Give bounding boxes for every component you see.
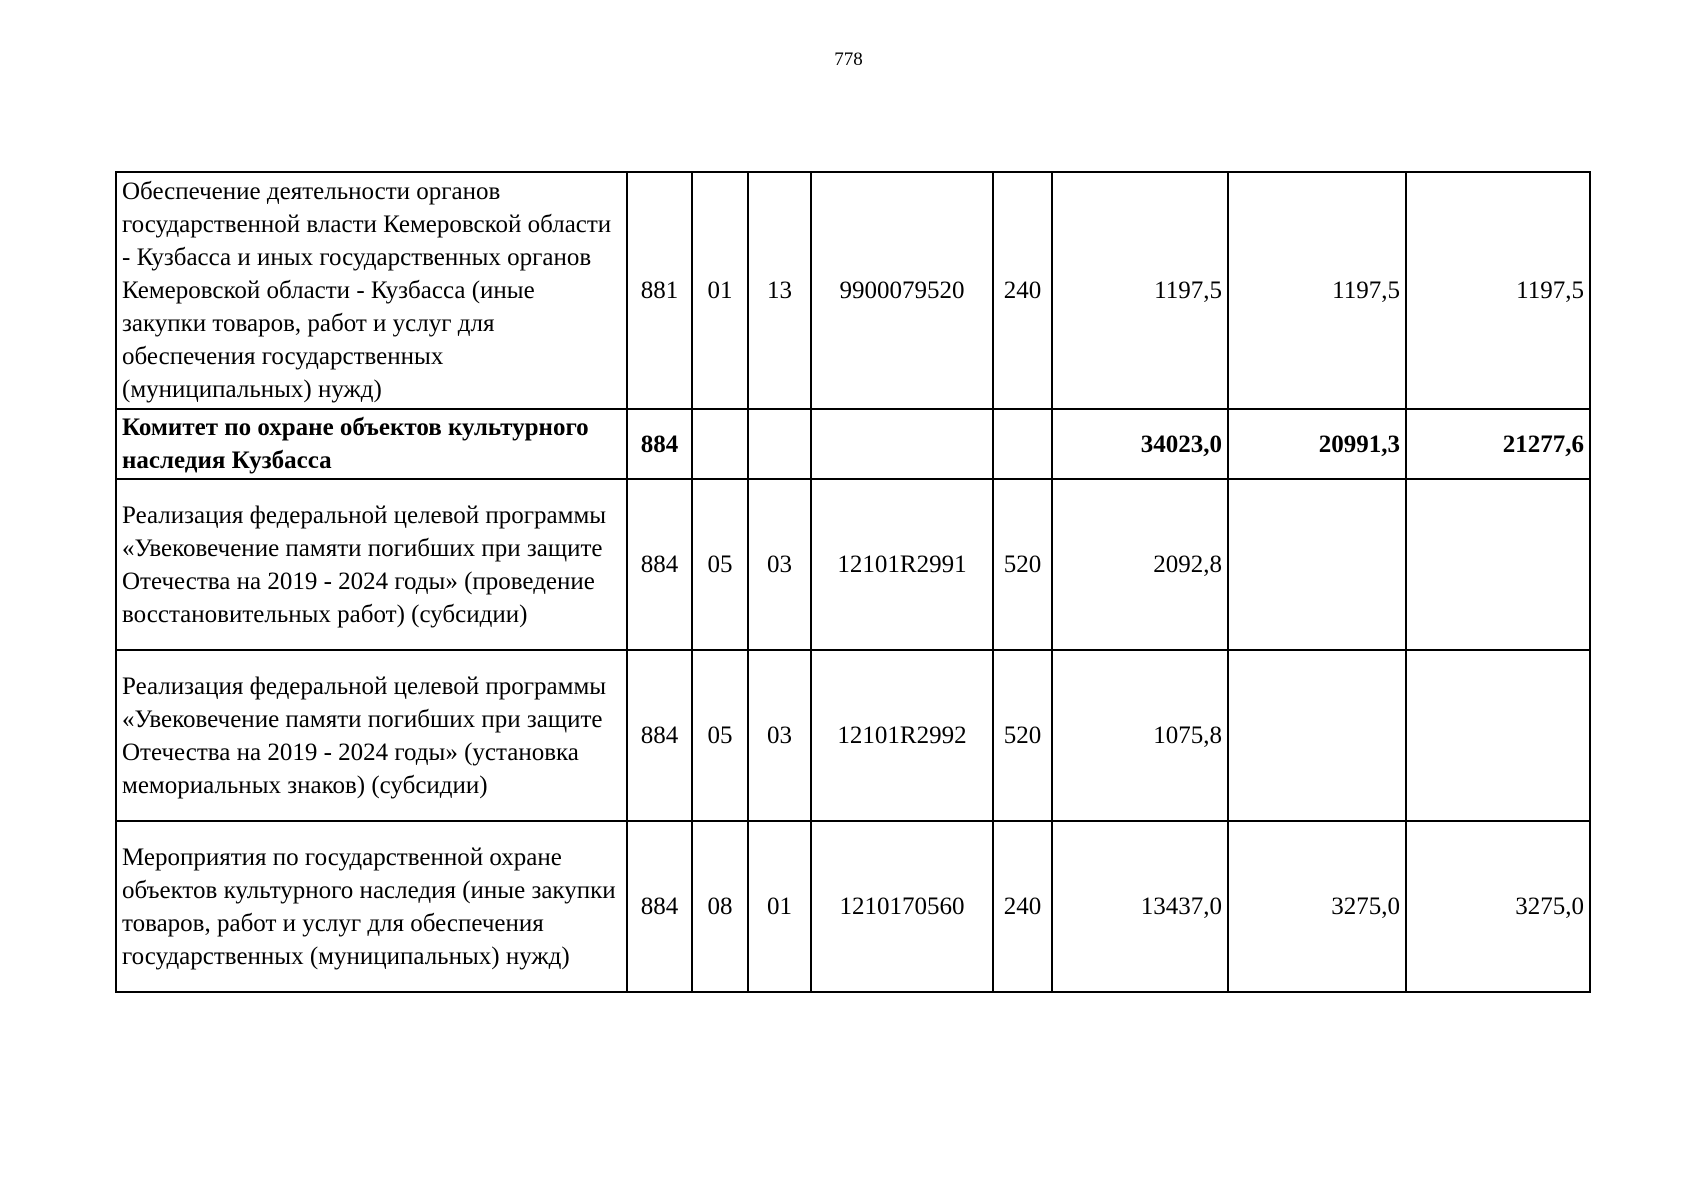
subsection-code-cell: 13 — [748, 172, 811, 409]
amount-year3-cell — [1406, 650, 1590, 821]
amount-year3-cell — [1406, 479, 1590, 650]
section-code-cell: 05 — [692, 650, 748, 821]
amount-year2-cell — [1228, 650, 1406, 821]
amount-year1-cell: 1075,8 — [1052, 650, 1228, 821]
target-item-code-cell: 1210170560 — [811, 821, 993, 992]
expense-type-code-cell: 240 — [993, 172, 1052, 409]
target-item-code-cell: 9900079520 — [811, 172, 993, 409]
amount-year1-cell: 34023,0 — [1052, 409, 1228, 479]
section-code-cell — [692, 409, 748, 479]
page-number: 778 — [834, 49, 863, 70]
amount-year2-cell: 1197,5 — [1228, 172, 1406, 409]
budget-table — [115, 171, 1591, 993]
table-row — [116, 172, 1590, 409]
expense-type-code-cell: 520 — [993, 650, 1052, 821]
amount-year1-cell: 1197,5 — [1052, 172, 1228, 409]
amount-year3-cell: 1197,5 — [1406, 172, 1590, 409]
ministry-code-cell: 884 — [627, 409, 692, 479]
table-row — [116, 479, 1590, 650]
amount-year3-cell: 3275,0 — [1406, 821, 1590, 992]
expense-name-cell: Обеспечение деятельности органов государственной власти Кемеровской области - Кузбасса и иных государственных органов Кемеровской области - Кузбасса (иные закупки товаров, работ и услуг для обеспечения государственных (муниципальных) нужд) — [116, 172, 627, 409]
expense-type-code-cell — [993, 409, 1052, 479]
ministry-code-cell: 884 — [627, 821, 692, 992]
amount-year2-cell — [1228, 479, 1406, 650]
section-code-cell: 08 — [692, 821, 748, 992]
ministry-code-cell: 884 — [627, 650, 692, 821]
expense-name-cell: Реализация федеральной целевой программы «Увековечение памяти погибших при защите Отечества на 2019 - 2024 годы» (проведение восстановительных работ) (субсидии) — [116, 479, 627, 650]
expense-name-cell: Мероприятия по государственной охране объектов культурного наследия (иные закупки товаров, работ и услуг для обеспечения государственных (муниципальных) нужд) — [116, 821, 627, 992]
expense-name-cell: Комитет по охране объектов культурного наследия Кузбасса — [116, 409, 627, 479]
expense-type-code-cell: 520 — [993, 479, 1052, 650]
target-item-code-cell — [811, 409, 993, 479]
amount-year1-cell: 13437,0 — [1052, 821, 1228, 992]
subsection-code-cell: 03 — [748, 650, 811, 821]
table-row — [116, 650, 1590, 821]
section-code-cell: 05 — [692, 479, 748, 650]
ministry-code-cell: 884 — [627, 479, 692, 650]
amount-year2-cell: 20991,3 — [1228, 409, 1406, 479]
amount-year1-cell: 2092,8 — [1052, 479, 1228, 650]
ministry-code-cell: 881 — [627, 172, 692, 409]
target-item-code-cell: 12101R2992 — [811, 650, 993, 821]
expense-type-code-cell: 240 — [993, 821, 1052, 992]
subsection-code-cell — [748, 409, 811, 479]
section-code-cell: 01 — [692, 172, 748, 409]
expense-name-cell: Реализация федеральной целевой программы «Увековечение памяти погибших при защите Отечества на 2019 - 2024 годы» (установка мемориальных знаков) (субсидии) — [116, 650, 627, 821]
table-row — [116, 821, 1590, 992]
amount-year2-cell: 3275,0 — [1228, 821, 1406, 992]
table-row — [116, 409, 1590, 479]
amount-year3-cell: 21277,6 — [1406, 409, 1590, 479]
subsection-code-cell: 01 — [748, 821, 811, 992]
target-item-code-cell: 12101R2991 — [811, 479, 993, 650]
subsection-code-cell: 03 — [748, 479, 811, 650]
